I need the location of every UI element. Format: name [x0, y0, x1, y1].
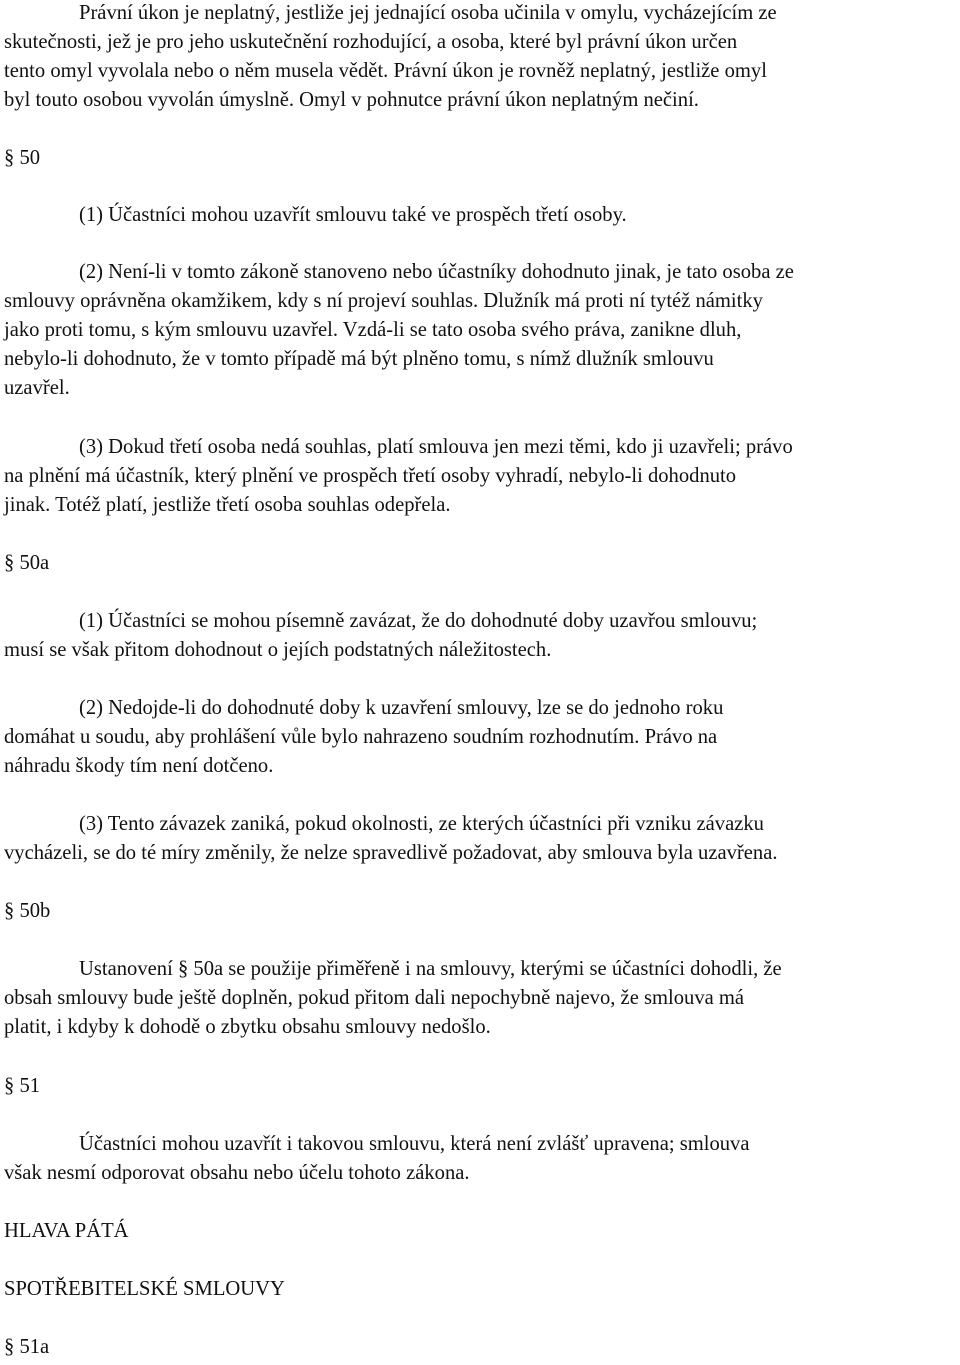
text-line: Ustanovení § 50a se použije přiměřeně i na smlouvy, kterými se účastníci dohodli, že: [79, 958, 782, 980]
section-heading-51: § 51: [4, 1075, 41, 1097]
text-line: (1) Účastníci se mohou písemně zavázat, že do dohodnuté doby uzavřou smlouvu;: [79, 610, 758, 632]
text-line: (2) Nedojde-li do dohodnuté doby k uzavření smlouvy, lze se do jednoho roku: [79, 697, 724, 719]
text-line: jako proti tomu, s kým smlouvu uzavřel. Vzdá-li se tato osoba svého práva, zanikne dluh,: [4, 319, 742, 341]
text-line: náhradu škody tím není dotčeno.: [4, 755, 274, 777]
text-line: (3) Dokud třetí osoba nedá souhlas, platí smlouva jen mezi těmi, kdo ji uzavřeli; právo: [79, 436, 793, 458]
text-line: Právní úkon je neplatný, jestliže jej jednající osoba učinila v omylu, vycházejícím ze: [79, 2, 777, 24]
section-heading-50b: § 50b: [4, 900, 51, 922]
section-heading-51a: § 51a: [4, 1336, 50, 1358]
text-line: vycházeli, se do té míry změnily, že nelze spravedlivě požadovat, aby smlouva byla uzavřena.: [4, 842, 778, 864]
text-line: jinak. Totéž platí, jestliže třetí osoba souhlas odepřela.: [4, 494, 451, 516]
text-line: uzavřel.: [4, 377, 70, 399]
text-line: (2) Není-li v tomto zákoně stanoveno nebo účastníky dohodnuto jinak, je tato osoba ze: [79, 261, 794, 283]
text-line: musí se však přitom dohodnout o jejích podstatných náležitostech.: [4, 639, 552, 661]
text-line: Účastníci mohou uzavřít i takovou smlouvu, která není zvlášť upravena; smlouva: [79, 1133, 750, 1155]
text-line: skutečnosti, jež je pro jeho uskutečnění rozhodující, a osoba, které byl právní úkon určen: [4, 31, 738, 53]
chapter-title: SPOTŘEBITELSKÉ SMLOUVY: [4, 1278, 285, 1300]
text-line: domáhat u soudu, aby prohlášení vůle bylo nahrazeno soudním rozhodnutím. Právo na: [4, 726, 718, 748]
text-line: obsah smlouvy bude ještě doplněn, pokud přitom dali nepochybně najevo, že smlouva má: [4, 987, 745, 1009]
text-line: tento omyl vyvolala nebo o něm musela vědět. Právní úkon je rovněž neplatný, jestliže omyl: [4, 60, 767, 82]
section-heading-50a: § 50a: [4, 552, 50, 574]
text-line: byl touto osobou vyvolán úmyslně. Omyl v pohnutce právní úkon neplatným nečiní.: [4, 89, 699, 111]
text-line: platit, i kdyby k dohodě o zbytku obsahu smlouvy nedošlo.: [4, 1016, 491, 1038]
text-line: smlouvy oprávněna okamžikem, kdy s ní projeví souhlas. Dlužník má proti ní tytéž námitky: [4, 290, 763, 312]
text-line: (1) Účastníci mohou uzavřít smlouvu také ve prospěch třetí osoby.: [79, 204, 627, 226]
text-line: nebylo-li dohodnuto, že v tomto případě má být plněno tomu, s nímž dlužník smlouvu: [4, 348, 714, 370]
text-line: (3) Tento závazek zaniká, pokud okolnosti, ze kterých účastníci při vzniku závazku: [79, 813, 764, 835]
section-heading-50: § 50: [4, 147, 41, 169]
text-line: na plnění má účastník, který plnění ve prospěch třetí osoby vyhradí, nebylo-li dohodnuto: [4, 465, 737, 487]
chapter-heading: HLAVA PÁTÁ: [4, 1220, 129, 1242]
text-line: však nesmí odporovat obsahu nebo účelu tohoto zákona.: [4, 1162, 470, 1184]
